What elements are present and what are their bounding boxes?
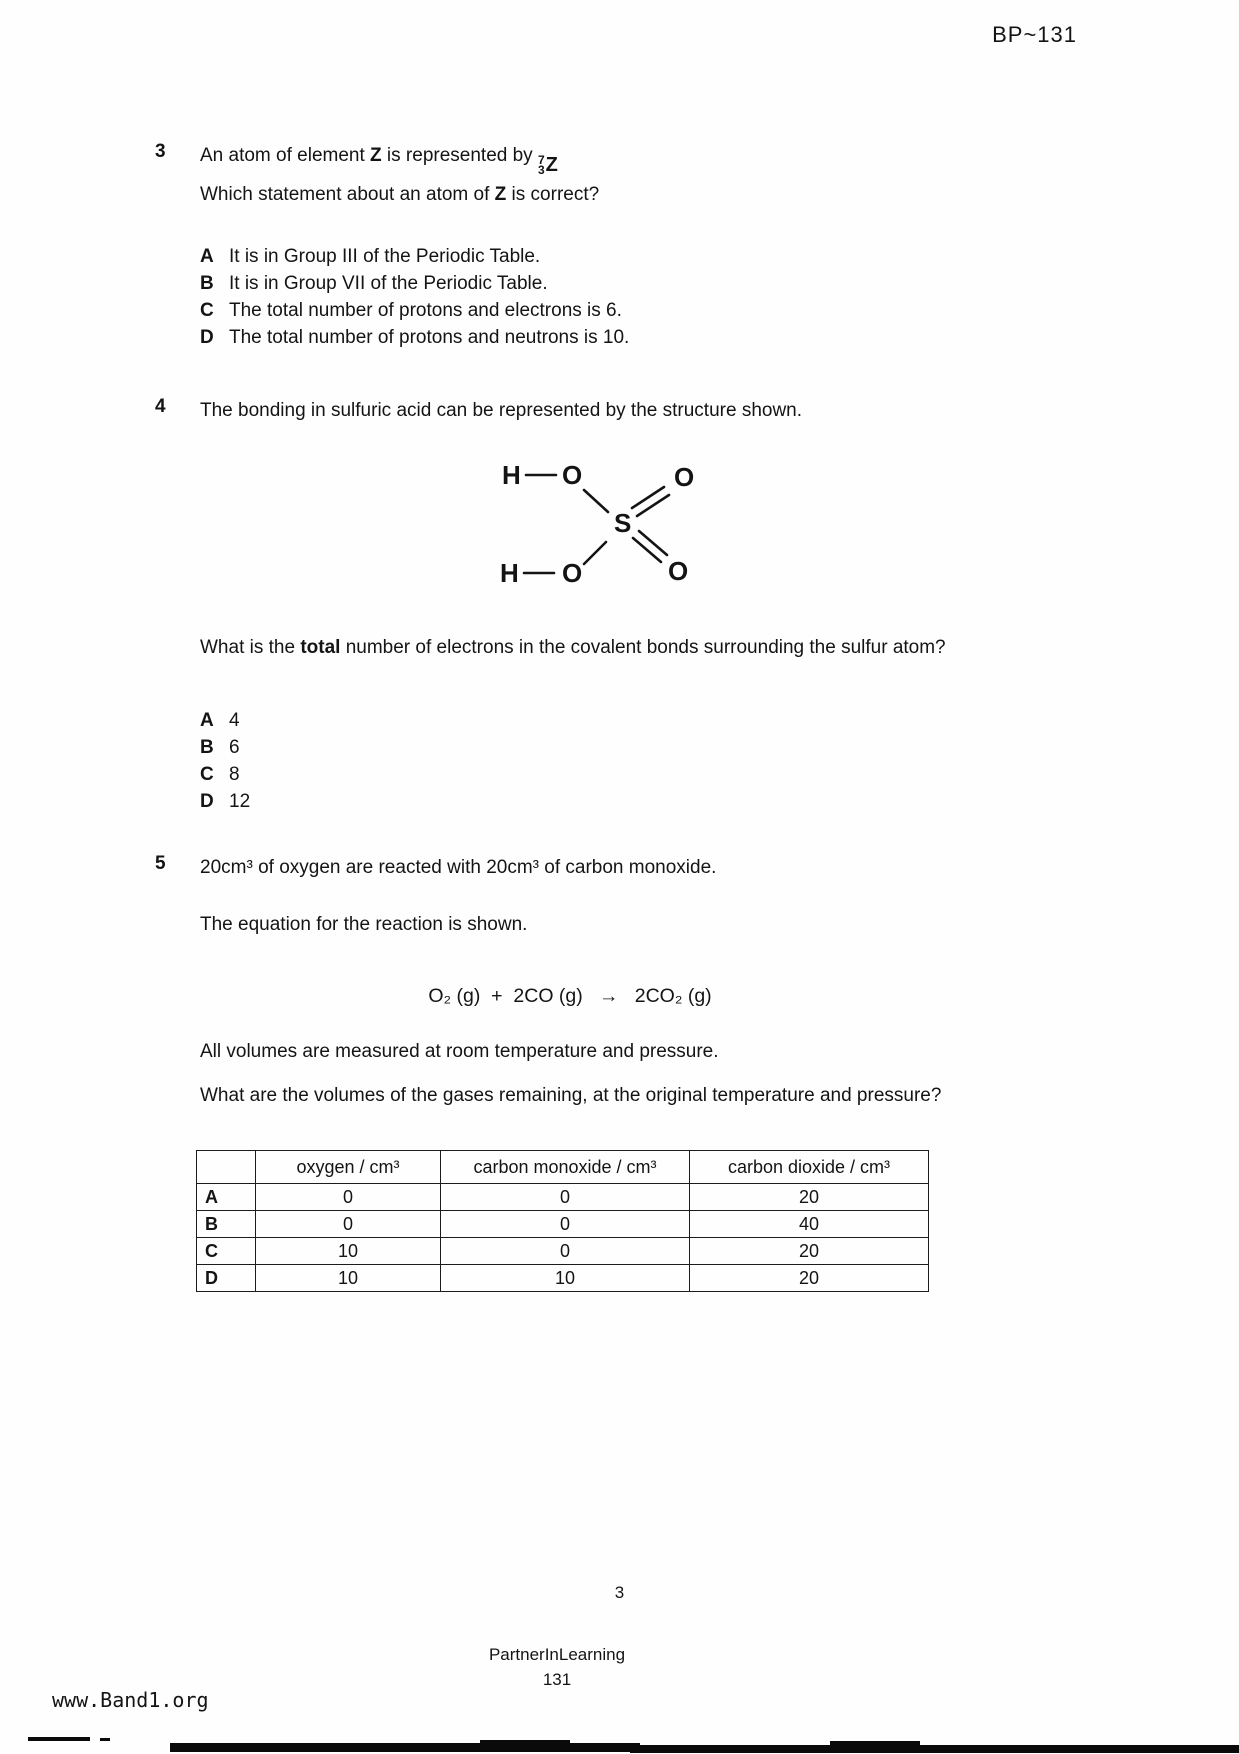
question-5-question: What are the volumes of the gases remaining, at the original temperature and pressure? — [200, 1085, 942, 1106]
q4-question-pre: What is the — [200, 637, 301, 658]
row-letter: B — [197, 1211, 256, 1238]
atom-o-top-left: O — [562, 460, 583, 490]
row-letter: C — [197, 1238, 256, 1265]
option-text: The total number of protons and neutrons is 10. — [229, 327, 630, 348]
question-5-intro: 20cm³ of oxygen are reacted with 20cm³ of carbon monoxide. — [200, 857, 717, 878]
carbon-monoxide-value: 0 — [441, 1184, 690, 1211]
scan-artifact-bar-thick-2 — [830, 1741, 920, 1753]
table-row — [197, 1184, 929, 1211]
scan-artifact-dot — [100, 1738, 110, 1741]
isotope-notation — [538, 151, 558, 180]
bond-s-o-double-top-1 — [632, 487, 664, 508]
table-row — [197, 1265, 929, 1292]
question-4-intro: The bonding in sulfuric acid can be represented by the structure shown. — [200, 400, 803, 421]
paper-reference: BP~131 — [992, 22, 1077, 47]
option-letter: C — [200, 300, 214, 321]
bond-s-o-double-bottom-2 — [639, 531, 667, 555]
q3-line2-pre: Which statement about an atom of — [200, 183, 495, 205]
bond-s-o-double-top-2 — [637, 495, 669, 516]
volumes-table — [196, 1150, 929, 1292]
isotope-numbers — [538, 155, 545, 175]
option-letter: A — [200, 710, 214, 731]
oxygen-value: 10 — [256, 1238, 441, 1265]
atom-o-top-right: O — [674, 462, 695, 492]
option-d — [200, 788, 250, 815]
atom-s: S — [614, 508, 632, 538]
question-4-number: 4 — [155, 396, 166, 417]
option-text: 4 — [229, 710, 240, 731]
table-row — [197, 1238, 929, 1265]
question-5-equation-intro: The equation for the reaction is shown. — [200, 914, 528, 935]
bond-s-o-double-bottom-1 — [633, 538, 661, 562]
option-letter: A — [200, 246, 214, 267]
option-letter: D — [200, 327, 214, 348]
carbon-monoxide-value: 0 — [441, 1211, 690, 1238]
scan-artifact-bar-left — [28, 1737, 90, 1741]
q4-question-post: number of electrons in the covalent bonds surrounding the sulfur atom? — [340, 637, 946, 658]
option-text: The total number of protons and electrons is 6. — [229, 300, 622, 321]
option-text: 8 — [229, 764, 240, 785]
carbon-monoxide-value: 10 — [441, 1265, 690, 1292]
table-header-row — [197, 1151, 929, 1184]
question-5-number: 5 — [155, 853, 166, 874]
atom-o-bottom-left: O — [562, 558, 583, 588]
option-text: It is in Group III of the Periodic Table. — [229, 246, 541, 267]
option-b — [200, 734, 250, 761]
option-text: 6 — [229, 737, 240, 758]
isotope-mass-number: 7 — [537, 153, 545, 167]
oxygen-value: 10 — [256, 1265, 441, 1292]
option-a — [200, 707, 250, 734]
isotope-symbol: Z — [545, 153, 558, 176]
option-letter: B — [200, 737, 214, 758]
option-letter: B — [200, 273, 214, 294]
footer-number: 131 — [542, 1670, 572, 1689]
question-5-volumes-note: All volumes are measured at room temperature and pressure. — [200, 1041, 719, 1062]
option-d — [200, 324, 629, 351]
oxygen-value: 0 — [256, 1184, 441, 1211]
question-3-line1 — [200, 141, 948, 180]
scan-artifact-bar-main-right — [630, 1745, 1239, 1753]
carbon-dioxide-value: 20 — [690, 1265, 929, 1292]
row-letter: D — [197, 1265, 256, 1292]
row-letter: A — [197, 1184, 256, 1211]
carbon-dioxide-value: 20 — [690, 1184, 929, 1211]
header-blank — [197, 1151, 256, 1184]
q3-line2-post: is correct? — [506, 183, 600, 205]
page-number: 3 — [614, 1583, 625, 1602]
table-row — [197, 1211, 929, 1238]
atom-h-top: H — [502, 460, 521, 490]
bond-o-s-single-bottom — [584, 542, 606, 564]
element-symbol: Z — [370, 145, 382, 166]
oxygen-value: 0 — [256, 1211, 441, 1238]
element-symbol: Z — [494, 183, 507, 205]
question-3-options — [200, 243, 629, 351]
sulfuric-acid-structure-diagram — [492, 450, 708, 596]
question-3-line2 — [200, 180, 948, 209]
bond-o-s-single-top — [584, 490, 608, 512]
option-text: 12 — [229, 791, 251, 812]
option-text: It is in Group VII of the Periodic Table. — [229, 273, 548, 294]
header-carbon-dioxide: carbon dioxide / cm³ — [690, 1151, 929, 1184]
carbon-monoxide-value: 0 — [441, 1238, 690, 1265]
reaction-equation: O₂ (g) + 2CO (g) → 2CO₂ (g) — [428, 985, 712, 1007]
q4-question-bold-word: total — [300, 637, 341, 658]
option-letter: D — [200, 791, 214, 812]
question-3-number: 3 — [155, 141, 166, 162]
footer-url: www.Band1.org — [52, 1688, 209, 1712]
atom-o-bottom-right: O — [668, 556, 689, 586]
option-b — [200, 270, 629, 297]
volumes-table-container — [196, 1150, 929, 1292]
atom-h-bottom: H — [500, 558, 519, 588]
header-oxygen: oxygen / cm³ — [256, 1151, 441, 1184]
header-carbon-monoxide: carbon monoxide / cm³ — [441, 1151, 690, 1184]
scan-artifact-bar-thick — [480, 1740, 570, 1752]
option-a — [200, 243, 629, 270]
carbon-dioxide-value: 40 — [690, 1211, 929, 1238]
question-4-options — [200, 707, 250, 815]
carbon-dioxide-value: 20 — [690, 1238, 929, 1265]
isotope-atomic-number: 3 — [537, 163, 545, 177]
option-c — [200, 297, 629, 324]
option-letter: C — [200, 764, 214, 785]
option-c — [200, 761, 250, 788]
question-3-text — [200, 141, 948, 209]
q3-line1-pre: An atom of element — [200, 145, 371, 166]
q3-line1-mid: is represented by — [381, 145, 538, 166]
footer-brand: PartnerInLearning — [488, 1645, 626, 1664]
question-4-text — [200, 633, 948, 662]
